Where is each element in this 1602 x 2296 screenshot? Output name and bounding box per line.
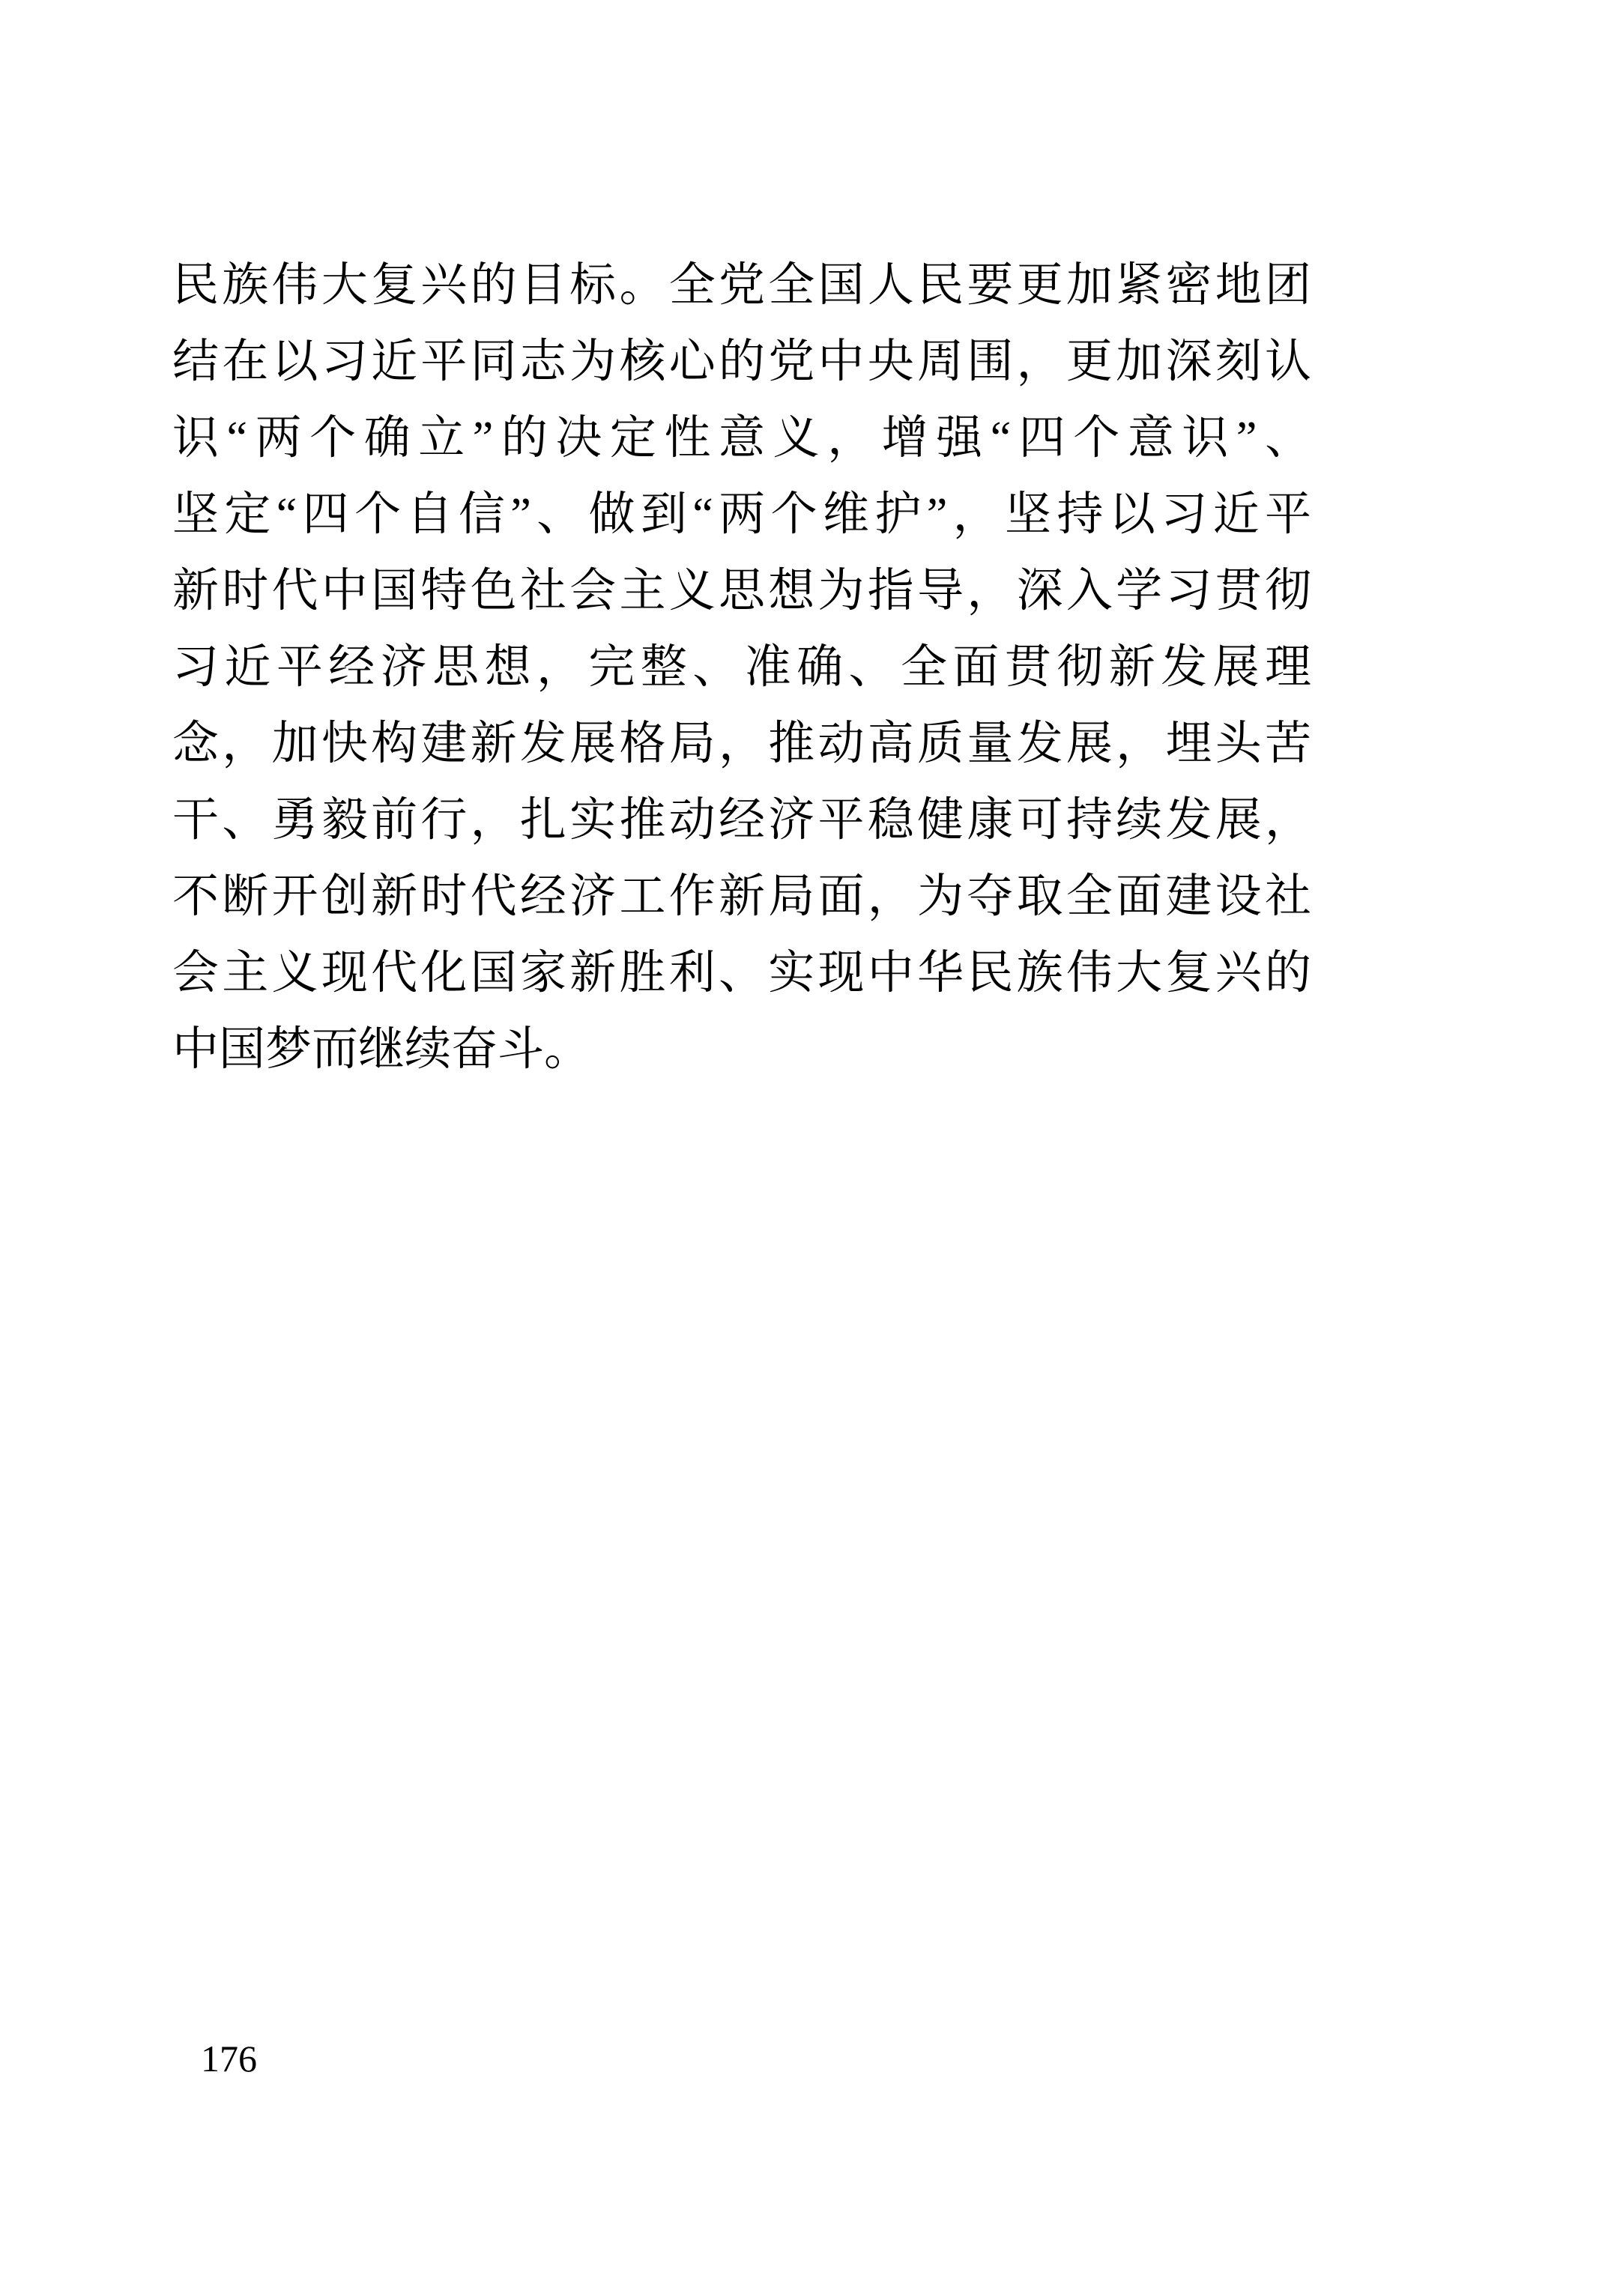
text-line: 中国梦而继续奋斗。: [172, 1024, 591, 1075]
text-line: 习近平经济思想，完整、准确、全面贯彻新发展理: [172, 642, 1311, 693]
text-line: 干、勇毅前行，扎实推动经济平稳健康可持续发展，: [172, 795, 1311, 846]
text-line: 结在以习近平同志为核心的党中央周围，更加深刻认: [172, 336, 1311, 387]
text-line: 会主义现代化国家新胜利、实现中华民族伟大复兴的: [172, 948, 1311, 999]
page-number: 176: [201, 2038, 257, 2080]
text-line: 识“两个确立”的决定性意义，增强“四个意识”、: [172, 413, 1311, 464]
text-line: 新时代中国特色社会主义思想为指导，深入学习贯彻: [172, 566, 1311, 617]
text-line: 念，加快构建新发展格局，推动高质量发展，埋头苦: [172, 718, 1311, 769]
paragraph-block: [172, 247, 1311, 1088]
text-line: 坚定“四个自信”、做到“两个维护”，坚持以习近平: [172, 489, 1311, 540]
text-line: 不断开创新时代经济工作新局面，为夺取全面建设社: [172, 871, 1311, 922]
text-line: 民族伟大复兴的目标。全党全国人民要更加紧密地团: [172, 260, 1311, 311]
